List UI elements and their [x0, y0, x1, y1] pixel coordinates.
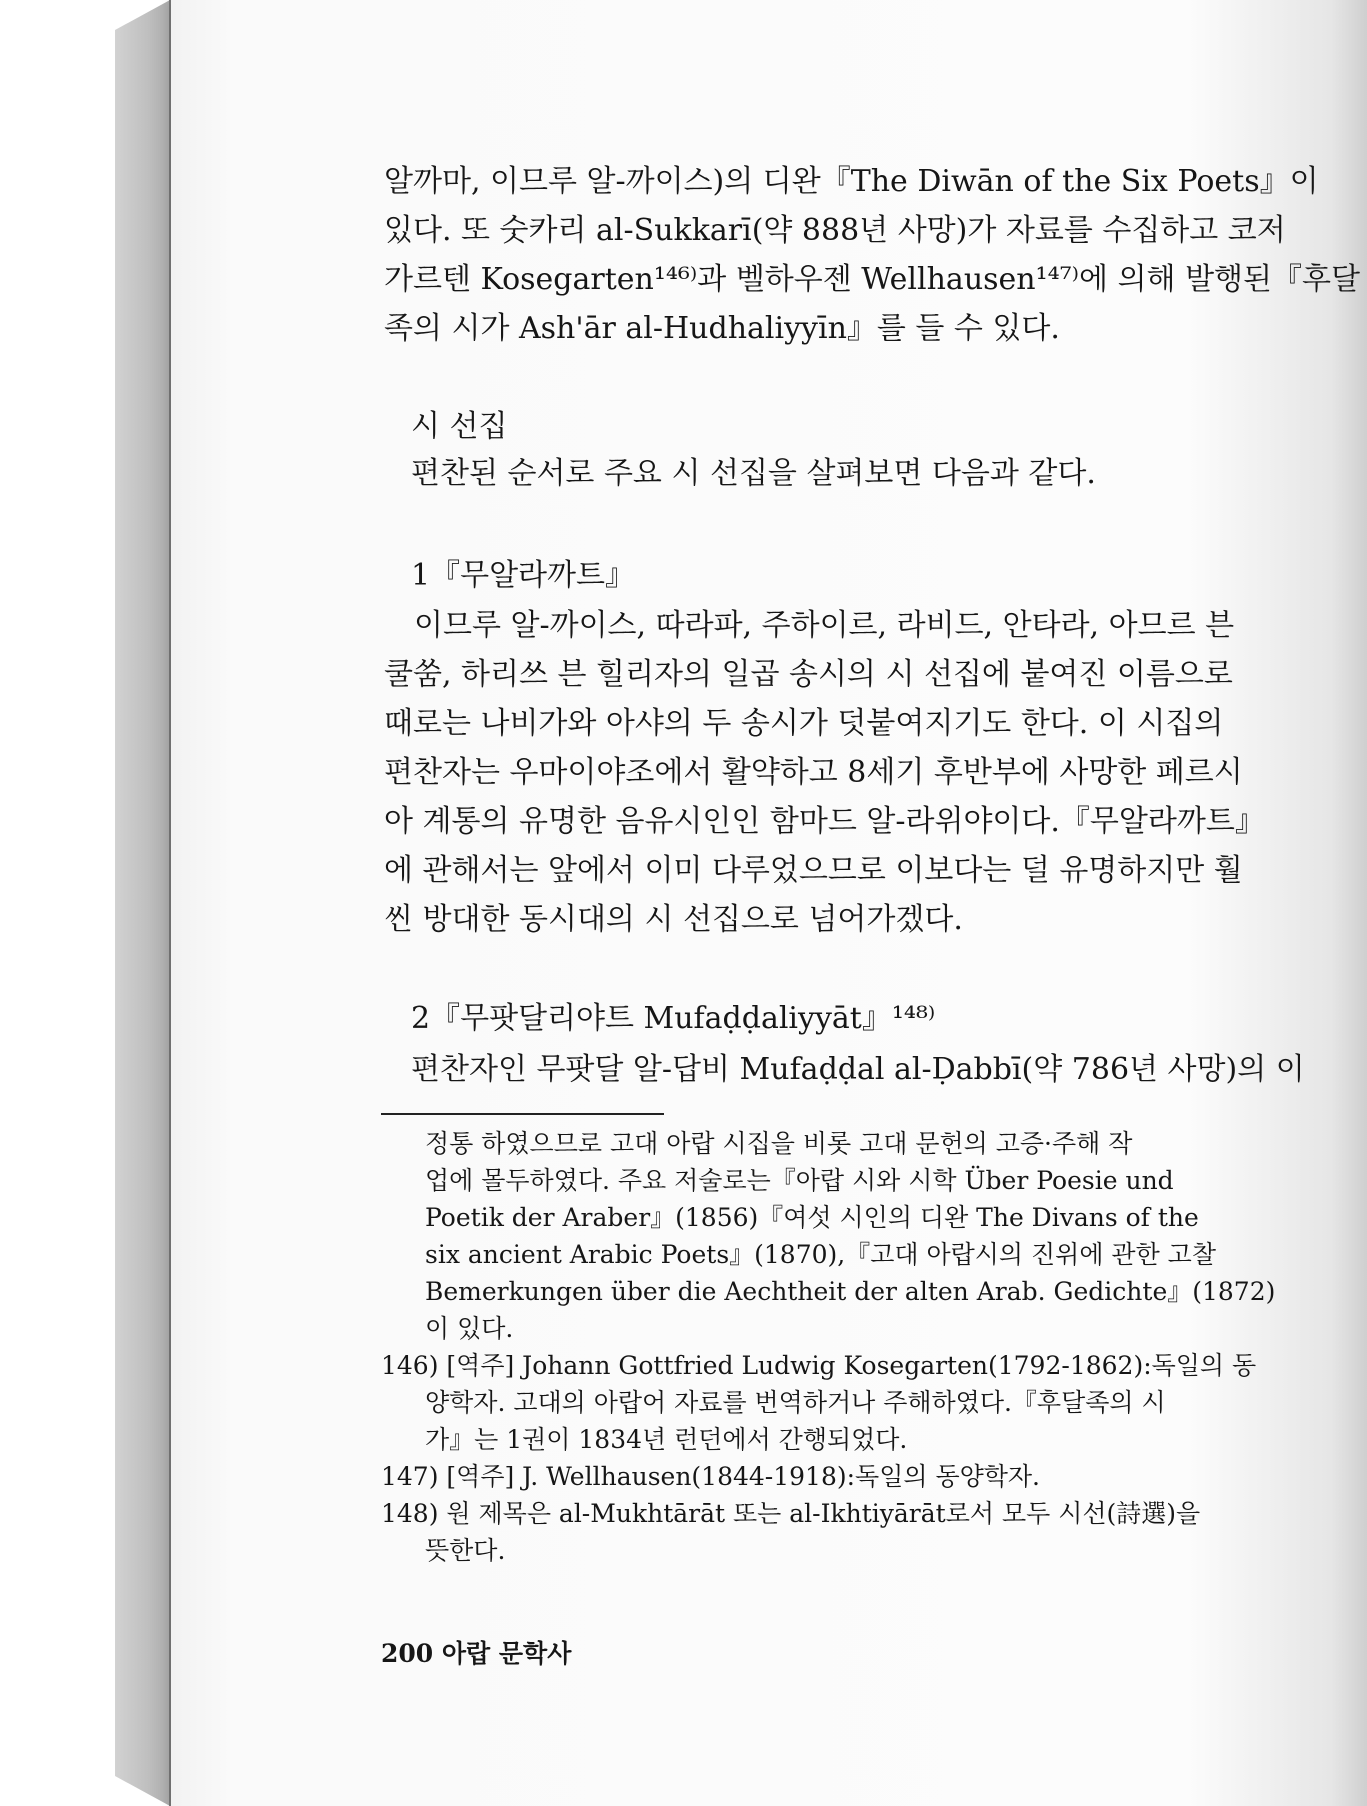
item-1-line: 아 계통의 유명한 음유시인인 함마드 알-라위야이다.『무알라까트』	[384, 804, 1265, 839]
item-1-line: 에 관해서는 앞에서 이미 다루었으므로 이보다는 덜 유명하지만 훨	[384, 853, 1243, 888]
section-intro: 편찬된 순서로 주요 시 선집을 살펴보면 다음과 같다.	[411, 456, 1096, 491]
item-1-line: 이므루 알-까이스, 따라파, 주하이르, 라비드, 안타라, 아므르 븐	[414, 608, 1235, 643]
paragraph-1-line-1: 알까마, 이므루 알-까이스)의 디완『The Diwān of the Six Poets』이	[384, 164, 1319, 199]
footnotes	[381, 1125, 1276, 1569]
paragraph-1	[384, 157, 1360, 353]
footnote-146-cont: 가』는 1권이 1834년 런던에서 간행되었다.	[425, 1425, 908, 1454]
footnote-continued-line: Bemerkungen über die Aechtheit der alten Arab. Gedichte』(1872)	[425, 1277, 1276, 1306]
footnote-continued-line: 업에 몰두하였다. 주요 저술로는『아랍 시와 시학 Über Poesie und	[425, 1166, 1174, 1195]
footnote-148-cont: 뜻한다.	[425, 1536, 506, 1565]
item-2-heading: 2『무팟달리야트 Mufaḍḍaliyyāt』¹⁴⁸⁾	[411, 1001, 936, 1036]
footnote-continued-line: 정통 하였으므로 고대 아랍 시집을 비롯 고대 문헌의 고증·주해 작	[425, 1129, 1133, 1158]
footnote-148: 148) 원 제목은 al-Mukhtārāt 또는 al-Ikhtiyārāt로서 모두 시선(詩選)을	[381, 1499, 1201, 1528]
paragraph-1-line-2: 있다. 또 숫카리 al-Sukkarī(약 888년 사망)가 자료를 수집하고 코저	[384, 213, 1286, 248]
footnote-continued-line: 이 있다.	[425, 1314, 514, 1343]
item-2-line: 편찬자인 무팟달 알-답비 Mufaḍḍal al-Ḍabbī(약 786년 사망)의 이	[411, 1052, 1305, 1087]
footnote-146: 146) [역주] Johann Gottfried Ludwig Kosegarten(1792-1862):독일의 동	[381, 1351, 1257, 1380]
paragraph-1-line-4: 족의 시가 Ash'ār al-Hudhaliyyīn』를 들 수 있다.	[384, 311, 1060, 346]
paragraph-1-line-3: 가르텐 Kosegarten¹⁴⁶⁾과 벨하우젠 Wellhausen¹⁴⁷⁾에 의해 발행된『후달	[384, 262, 1360, 297]
book-spine	[115, 0, 170, 1806]
item-1-line: 쿨쑴, 하리쓰 븐 힐리자의 일곱 송시의 시 선집에 붙여진 이름으로	[384, 657, 1233, 692]
page-folio: 200 아랍 문학사	[381, 1639, 572, 1668]
item-1-line: 씬 방대한 동시대의 시 선집으로 넘어가겠다.	[384, 902, 963, 937]
footnote-146-cont: 양학자. 고대의 아랍어 자료를 번역하거나 주해하였다.『후달족의 시	[425, 1388, 1166, 1417]
footnote-continued-line: six ancient Arabic Poets』(1870),『고대 아랍시의 진위에 관한 고찰	[425, 1240, 1216, 1269]
footnote-147: 147) [역주] J. Wellhausen(1844-1918):독일의 동양학자.	[381, 1462, 1040, 1491]
footnote-divider	[381, 1113, 664, 1115]
item-1-line: 때로는 나비가와 아샤의 두 송시가 덧붙여지기도 한다. 이 시집의	[384, 706, 1224, 741]
item-1-line: 편찬자는 우마이야조에서 활약하고 8세기 후반부에 사망한 페르시	[384, 755, 1243, 790]
item-1-paragraph	[384, 601, 1265, 944]
item-1-heading: 1『무알라까트』	[411, 558, 635, 593]
footnote-continued-line: Poetik der Araber』(1856)『여섯 시인의 디완 The Divans of the	[425, 1203, 1199, 1232]
section-heading: 시 선집	[411, 409, 508, 444]
